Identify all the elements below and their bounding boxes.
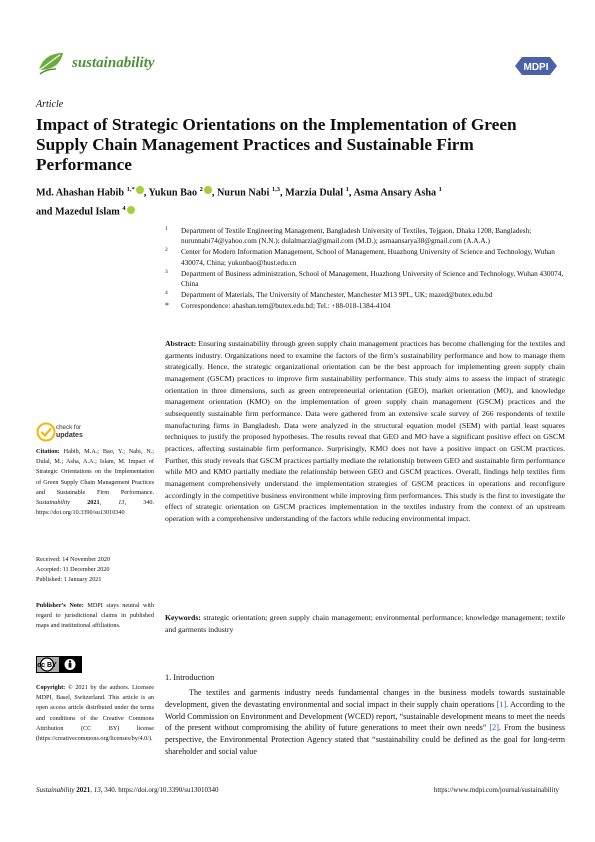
affiliations: [165, 226, 565, 312]
author-name[interactable]: Asma Ansary Asha: [353, 187, 437, 199]
citation-volume: 13: [118, 499, 125, 507]
affiliation-text: Department of Materials, The University of Manchester, Manchester M13 9PL, UK; mazed@butex.edu.bd: [181, 289, 493, 299]
affiliation-number: 4: [165, 289, 168, 296]
author-name[interactable]: Yukun Bao: [148, 187, 198, 199]
check-updates-line2: updates: [56, 431, 83, 439]
keywords-label: Keywords:: [165, 613, 201, 622]
orcid-icon[interactable]: [136, 186, 144, 194]
keywords-text: strategic orientation; green supply chain management; environmental performance; knowledge management; textile and garments industry: [165, 613, 565, 634]
mdpi-logo-text: MDPI: [523, 62, 549, 73]
footer-citation: Sustainability 2021, 13, 340. https://doi.org/10.3390/su13010340: [36, 786, 219, 794]
citation-year: 2021: [87, 499, 100, 507]
author-affil-marker: 2: [199, 186, 203, 193]
abstract-label: Abstract:: [165, 339, 197, 348]
abstract-text: Ensuring sustainability through green supply chain management practices has become challenging for the textiles and garments industry. Organizations need to examine the factors of the firm’s sustainability performance and how to manage them strategically. Hence, the strategic organizational orientation can be the best approach for implementing green supply chain management (GSCM) practices to improve firm sustainability performance. This study aims to assess the impact of strategic orientation in three dimensions, such as green entrepreneurial orientation (GEO), market orientation (MO), and knowledge management orientation (KMO) on the implementation of green supply chain management (GSCM) practices and the subsequently sustainable firm performance. Data were gathered from an extensive scale survey of 266 respondents of textile manufacturing firms in Bangladesh. Data were analyzed in the structural equation model (SEM) with partial least squares techniques to justify the proposed hypotheses. The results reveal that GEO and MO have a significant positive effect on GSCM practices, affecting sustainable firm performance. Surprisingly, KMO does not have a positive impact on GSCM practices. Further, this study reveals that GSCM practices partially mediate the relationship between GEO and sustainable firm performance while MO and KMO partially mediate the relationship between GEO and GSCM practices. Overall, findings help textiles firm management comprehensively understand the implementation strategies of GSCM practices in operations and reconfigure accordingly in the competitive business environment while improving firm performances. This study is the first to investigate the effect of strategic orientation on GSCM practices implementation in the textiles industry from the context of an upstream operation with a comprehensive understanding of the factors while reducing environmental impact.: [165, 339, 566, 523]
citation-journal: Sustainability: [36, 499, 71, 507]
affiliation-item: [165, 247, 565, 268]
mdpi-logo-icon[interactable]: [514, 56, 558, 76]
footer-journal-url[interactable]: https://www.mdpi.com/journal/sustainability: [433, 786, 559, 794]
citation-doi[interactable]: , 340. https://doi.org/10.3390/su13010340: [36, 499, 155, 517]
intro-text: The textiles and garments industry needs fundamental changes in the business models towards sustainable development, given the devastating environmental and social impact in their supply chain operations: [165, 688, 565, 709]
correspondence-text: Correspondence: ahashan.tem@butex.edu.bd; Tel.: +88-018-1384-4104: [181, 300, 391, 310]
author-name[interactable]: Nurun Nabi: [216, 187, 270, 199]
introduction-paragraph: [165, 687, 565, 758]
cc-by-license-icon[interactable]: [36, 656, 82, 673]
intro-text: . According to the World Commission on Environment and Development (WCED) report, “sustainable development means to meet the needs of the present without compromising the ability of future generations to meet their own needs”: [165, 699, 565, 733]
author-list: Md. Ahashan Habib $^{1,*}$ , Yukun Bao $^2$ , Nurun Nabi $^{1,3}$, Marzia Dulal $^1$, Asma Ansary Asha $^1$ and Mazedul Islam $^4$: [36, 186, 442, 218]
copyright: [36, 683, 154, 744]
intro-text: . From the business perspective, the Environmental Protection Agency stated that “sustainability could be defined as the goal for long-term shareholder and social value: [165, 723, 566, 756]
cc-badge-text: cc BY: [37, 662, 57, 669]
orcid-icon[interactable]: [204, 186, 212, 194]
author-affil-marker: 1,*: [126, 186, 135, 193]
published-date: Published: 1 January 2021: [36, 576, 102, 584]
author-name[interactable]: Mazedul Islam: [54, 206, 120, 218]
affiliation-number: 2: [165, 247, 168, 254]
copyright-label: Copyright:: [36, 684, 66, 691]
journal-name[interactable]: sustainability: [72, 55, 155, 71]
affiliation-number: 3: [165, 268, 168, 275]
affiliation-number: 1: [165, 226, 168, 232]
copyright-text: © 2021 by the authors. Licensee MDPI, Basel, Switzerland. This article is an open access article distributed under the terms and conditions of the Creative Commons Attribution (CC BY) license (https://creativecommons.org/licenses/by/4.0/).: [36, 684, 154, 743]
check-for-updates-button[interactable]: [36, 422, 116, 444]
author-name[interactable]: Marzia Dulal: [285, 187, 344, 199]
footer-doi[interactable]: , 340. https://doi.org/10.3390/su13010340: [100, 786, 219, 794]
journal-logo-icon: [36, 48, 66, 78]
publisher-note-text: MDPI stays neutral with regard to jurisdictional claims in published maps and institutional affiliations.: [36, 602, 154, 630]
publisher-note-label: Publisher’s Note:: [36, 602, 84, 609]
reference-link[interactable]: [2]: [489, 723, 499, 733]
reference-link[interactable]: [1]: [496, 699, 507, 709]
affiliation-item: [165, 290, 565, 300]
affiliation-text: Center for Modern Information Management, School of Management, Huazhong University of Science and Technology, Wuhan 430074, China; yukunbao@hust.edu.cn: [181, 247, 555, 267]
abstract: [165, 338, 565, 525]
citation-text: Habib, M.A.; Bao, Y.; Nabi, N.; Dulal, M.; Asha, A.A.; Islam, M. Impact of Strategic Orientations on the Implementation of Green Supply Chain Management Practices and Sustainable Firm Performance.: [36, 448, 155, 496]
footer-journal: Sustainability: [36, 786, 75, 794]
affiliation-text: Department of Textile Engineering Management, Bangladesh University of Textiles, Tejgaon, Dhaka 1208, Bangladesh; nurunnabi74@yahoo.com (N.N.); dulalmarzia@gmail.com (M.D.); asmaansarya38@gmail.com (A.A.A.): [181, 226, 532, 246]
author-name[interactable]: Md. Ahashan Habib: [36, 187, 125, 199]
check-updates-line1: check for: [56, 424, 82, 431]
footer-year: 2021: [76, 786, 91, 794]
author-affil-marker: 1,3: [271, 186, 280, 193]
footer-volume: 13: [93, 786, 101, 794]
check-updates-icon: [36, 422, 56, 442]
affiliation-item: [165, 226, 565, 247]
affiliation-item: [165, 269, 565, 290]
author-affil-marker: 1: [438, 186, 442, 193]
author-affil-marker: 1: [345, 186, 349, 193]
publication-dates: [36, 555, 154, 586]
received-date: Received: 14 November 2020: [36, 556, 111, 563]
correspondence-marker: *: [165, 300, 169, 310]
article-title: Impact of Strategic Orientations on the Implementation of Green Supply Chain Management Practices and Sustainable Firm Performance: [36, 115, 517, 174]
author-affil-marker: 4: [122, 205, 126, 213]
citation: Citation: Habib, M.A.; Bao, Y.; Nabi, N.; Dulal, M.; Asha, A.A.; Islam, M. Impact of Strategic Orientations on the Implementation of Green Supply Chain Management Practices and Sustainable Firm Performance. Sustainability 2021, 13, 340. https://doi.org/10.3390/su13010340: [36, 448, 155, 517]
section-heading-introduction: 1. Introduction: [165, 673, 215, 682]
keywords: [165, 612, 565, 635]
article-type: Article: [36, 99, 64, 110]
affiliation-text: Department of Business administration, School of Management, Huazhong University of Science and Technology, Wuhan 430074, China: [181, 268, 564, 289]
orcid-icon[interactable]: [127, 206, 135, 214]
correspondence: [165, 301, 565, 311]
accepted-date: Accepted: 11 December 2020: [36, 566, 110, 574]
check-updates-text: [56, 424, 83, 439]
publisher-note: [36, 601, 154, 632]
citation-label: Citation:: [36, 448, 60, 455]
